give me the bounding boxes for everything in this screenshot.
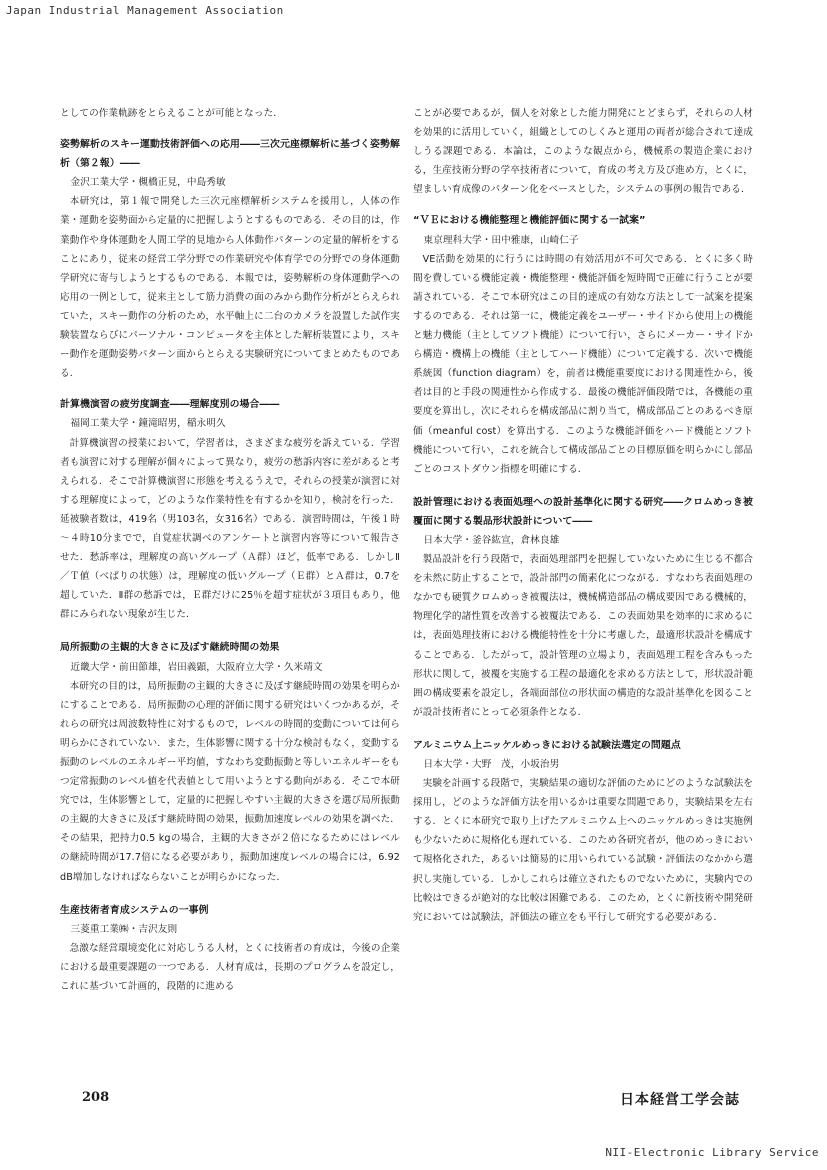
- right-continuation-text: ことが必要であるが，個人を対象とした能力開発にとどまらず，それらの人材を効果的に活用していく，組織としてのしくみと運用の両者が総合されて達成しうる課題である．本論は，このような観点から，機械系の製造企業における，生産技術分野の学卒技術者について，育成の考え方及び進め方，とくに，望ましい育成像のパターン化をベースとした，システムの事例の報告である．: [413, 108, 753, 196]
- article-body: 本研究は，第１報で開発した三次元座標解析システムを援用し，人体の作業・運動を姿勢面から定量的に把握しようとするものである．その目的は，作業動作や身体運動を人間工学的見地から人体動作パターンの定量的解析をすることにあり，従来の経営工学分野での作業研究や体育学での分野での身体運動学研究に寄与しようとするものである．本報では，姿勢解析の身体運動学への応用の一例として，従来主として筋力消費の面のみから動作分析がとらえられていた，スキー動作の分析のため，水平軸上に二台のカメラを設置した試作実験装置ならびにパーソナル・コンピュータを主体とした解析装置により，スキー動作を運動姿勢パターン面からとらえる実験研究についてまとめたものである．: [60, 196, 400, 380]
- article-body: VE活動を効果的に行うには時間の有効活用が不可欠である．とくに多く時間を費している機能定義・機能整理・機能評価を短時間で正確に行うことが要請されている．そこで本研究はこの目的達成の有効な方法として一試案を提案するのである．それは第一に，機能定義をユーザー・サイドから使用上の機能と魅力機能（主としてソフト機能）について行い，さらにメーカー・サイドから構造・機構上の機能（主としてハード機能）について定義する．次いで機能系統図（function diagram）を，前者は機能重要度における関連性から，後者は目的と手段の関連性から作成する．最後の機能評価段階では，各機能の重要度を算出し，次にそれらを構成部品に割り当て，構成部品ごとのあるべき原価（meanful cost）を算出する．このような機能評価をハード機能とソフト機能について行い，これを統合して構成部品ごとの目標原価を明らかにし部品ごとのコストダウン指標を明確にする．: [413, 253, 753, 475]
- footer-service: NII-Electronic Library Service: [605, 1146, 819, 1159]
- article-authors: 三菱重工業㈱・吉沢友則: [70, 923, 178, 935]
- article-body: 実験を計画する段階で，実験結果の適切な評価のためにどのような試験法を採用し，どのような評価方法を用いるかは重要な問題であり，実験結果を左右する．とくに本研究で取り上げたアルミニウム上へのニッケルめっきは実施例も少ないために規格化も遅れている．このため各研究者が，他のめっきにおいて規格化された，あるいは簡易的に用いられている試験・評価法のなかから選択し実施している．しかしこれらは確立されたものでないために，実験内での比較はできるが絶対的な比較は困難である．このため，とくに新技術や開発研究においては試験法，評価法の確立をも平行して研究する必要がある．: [413, 778, 753, 923]
- article-body: 本研究の目的は，局所振動の主観的大きさに及ぼす継続時間の効果を明らかにすることである．局所振動の心理的評価に関する研究はいくつかあるが，それらの研究は周波数特性に対するもので，レベルの時間的変動については何ら明らかにされていない．また，生体影響に関する十分な検討もなく，変動する振動のレベルのエネルギー平均値，すなわち変動振動と等しいエネルギーをもつ定常振動のレベル値を代表値として用いようとする動向がある．そこで本研究では，生体影響として，定量的に把握しやすい主観的大きさを選び局所振動の主観的大きさに及ぼす継続時間の効果，振動加速度レベルの効果を調べた．その結果，把持力0.5 kgの場合，主観的大きさが２倍になるためにはレベルの継続時間が17.7倍になる必要があり，振動加速度レベルの場合には，6.92 dB増加しなければならないことが明らかになった．: [60, 680, 400, 883]
- article-title: 生産技術者育成システムの一事例: [60, 904, 209, 916]
- article-title: 姿勢解析のスキー運動技術評価への応用――三次元座標解析に基づく姿勢解析（第２報）――: [60, 139, 400, 170]
- journal-name: 日本経営工学会誌: [620, 1092, 740, 1108]
- left-column: [60, 104, 400, 996]
- article-body: 計算機演習の授業において，学習者は，さまざまな疲労を訴えている．学習者も演習に対する理解が個々によって異なり，疲労の愁訴内容に差があると考えられる．そこで計算機演習に形態を考えるうえで，それらの授業が演習に対する理解度によって，どのような作業特性を有するかを知り，検討を行った．延被験者数は，419名（男103名，女316名）である．演習時間は，午後１時～４時10分までで，自覚症状調べのアンケートと演習内容等について報告させた．愁訴率は，理解度の高いグループ（Ａ群）ほど，低率である．しかしⅡ／Ｔ値（べばりの状態）は，理解度の低いグループ（Ｅ群）とＡ群は，0.7を超していた．Ⅱ群の愁訴では，Ｅ群だけに25％を超す症状が３項目もあり，他群にみられない現象が生じた．: [60, 437, 400, 621]
- article-title: 計算機演習の疲労度調査――理解度別の場合――: [60, 399, 280, 411]
- article-title: “ＶＥにおける機能整理と機能評価に関する一試案”: [413, 215, 646, 227]
- article-body: 急激な経営環境変化に対応しうる人材，とくに技術者の育成は，今後の企業における最重要課題の一つである．人材育成は，長期のプログラムを設定し，これに基づいて計画的，段階的に進める: [60, 942, 400, 993]
- article-title: 局所振動の主観的大きさに及ぼす継続時間の効果: [60, 642, 280, 654]
- article-authors: 金沢工業大学・槻橋正見，中島秀敏: [70, 177, 226, 189]
- page-number: 208: [82, 1090, 110, 1105]
- article-body: 製品設計を行う段階で，表面処理部門を把握していないために生じる不都合を未然に防止することで，設計部門の簡素化につながる．すなわち表面処理のなかでも硬質クロムめっき被覆法は，機械構造部品の構成要因である機械的，物理化学的諸性質を改善する被覆法である．この表面効果を効率的に求めるには，表面処理技術における機能特性を十分に考慮した，最適形状設計を構成することである．したがって，設計管理の立場より，表面処理工程を含みもった形状に関して，被覆を実施する工程の最適化を求める方法として，形状設計範囲の構成要素を設定し，各端面部位の形状面の構造的な設計基準化を図ることが設計技術者にとって必須条件となる．: [413, 554, 753, 718]
- right-column: [413, 104, 753, 927]
- article-authors: 日本大学・釜谷紘宣，倉林良雄: [423, 534, 560, 546]
- left-continuation-text: としての作業軌跡をとらえることが可能となった．: [60, 108, 283, 119]
- article-authors: 近畿大学・前田節雄，岩田義顕，大阪府立大学・久米靖文: [70, 661, 323, 673]
- header-association: Japan Industrial Management Association: [6, 4, 284, 17]
- article-title: アルミニウム上ニッケルめっきにおける試験法選定の問題点: [413, 739, 681, 751]
- article-title: 設計管理における表面処理への設計基準化に関する研究――クロムめっき被覆面に関する製品形状設計について――: [413, 496, 753, 527]
- article-authors: 東京理科大学・田中雅康，山崎仁子: [423, 234, 579, 246]
- article-authors: 福岡工業大学・鐘滝昭男，稲永明久: [70, 418, 226, 430]
- article-authors: 日本大学・大野 茂，小坂治男: [423, 759, 560, 770]
